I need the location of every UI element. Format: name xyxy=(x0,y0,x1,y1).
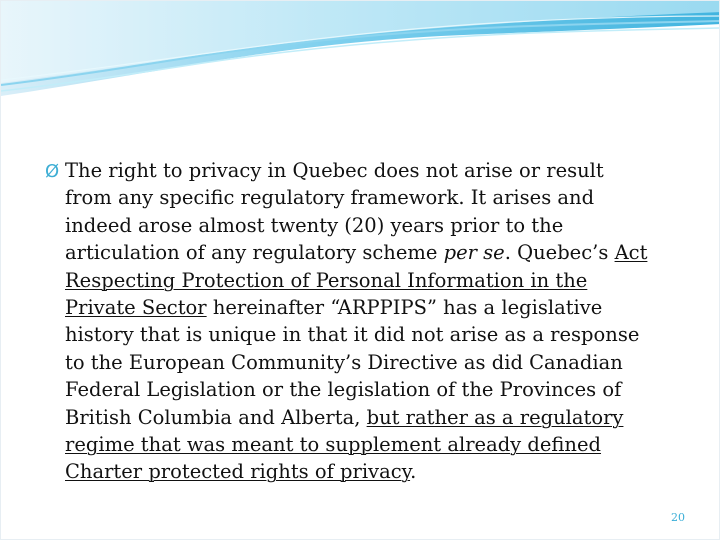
underlined-text-run: Private Sector xyxy=(65,296,207,320)
paragraph-line-7 xyxy=(65,321,687,348)
underlined-text-run: Charter protected rights of privacy xyxy=(65,460,411,484)
paragraph-line-1 xyxy=(65,157,687,184)
text-run: Federal Legislation or the legislation of the Provinces of xyxy=(65,378,622,402)
underlined-text-run: but rather as a regulatory xyxy=(366,405,624,429)
paragraph-line-3 xyxy=(65,212,687,239)
paragraph-line-11 xyxy=(65,431,687,458)
bullet-paragraph xyxy=(45,157,687,486)
slide-body xyxy=(45,157,687,486)
text-run: . Quebec’s xyxy=(504,241,615,265)
text-run: British Columbia and Alberta, xyxy=(65,405,367,429)
paragraph-line-4 xyxy=(65,239,687,266)
paragraph-text xyxy=(65,157,687,486)
underlined-text-run: regime that was meant to supplement already defined xyxy=(65,433,602,457)
text-run: The right to privacy in Quebec does not arise or result xyxy=(65,159,604,182)
text-run: history that is unique in that it did not arise as a response xyxy=(65,323,640,347)
paragraph-line-5 xyxy=(65,267,687,294)
paragraph-line-10 xyxy=(65,404,687,431)
page-number: 20 xyxy=(671,511,685,524)
text-run: to the European Community’s Directive as did Canadian xyxy=(65,350,623,374)
text-run: from any specific regulatory framework. It arises and xyxy=(65,186,595,210)
top-wave-decoration xyxy=(1,1,720,111)
text-run: indeed arose almost twenty (20) years prior to the xyxy=(65,213,564,237)
italic-text-run: per se xyxy=(443,241,505,265)
text-run: hereinafter “ARPPIPS” has a legislative xyxy=(206,296,603,320)
paragraph-line-12 xyxy=(65,458,687,485)
underlined-text-run: Respecting Protection of Personal Information in the xyxy=(65,268,588,292)
text-run: articulation of any regulatory scheme xyxy=(65,241,444,265)
paragraph-line-6 xyxy=(65,294,687,321)
paragraph-line-9 xyxy=(65,376,687,403)
arrow-bullet-icon: Ø xyxy=(45,161,60,182)
underlined-text-run: Act xyxy=(614,241,648,265)
paragraph-line-8 xyxy=(65,349,687,376)
paragraph-line-2 xyxy=(65,184,687,211)
text-run: . xyxy=(410,460,417,484)
